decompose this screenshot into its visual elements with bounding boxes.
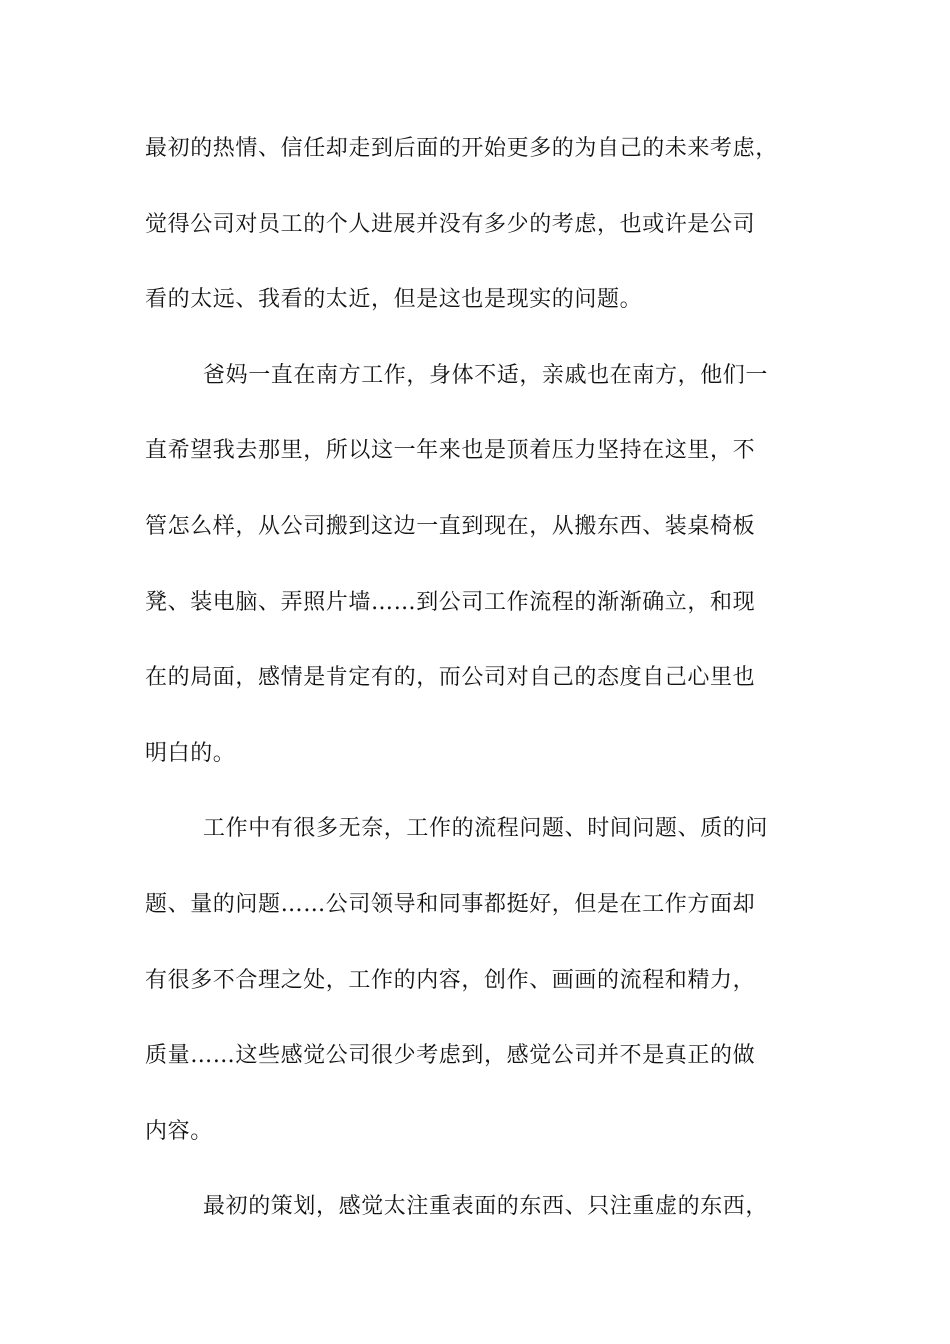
text-line: 凳、装电脑、弄照片墙……到公司工作流程的渐渐确立，和现 [145, 589, 756, 615]
paragraph-start-line: 最初的策划，感觉太注重表面的东西、只注重虚的东西， [203, 1194, 769, 1220]
text-line: 明白的。 [145, 740, 236, 766]
text-line: 觉得公司对员工的个人进展并没有多少的考虑，也或许是公司 [145, 211, 756, 237]
text-line: 管怎么样，从公司搬到这边一直到现在，从搬东西、装桌椅板 [145, 513, 756, 539]
text-line: 内容。 [145, 1118, 213, 1144]
text-line: 在的局面，感情是肯定有的，而公司对自己的态度自己心里也 [145, 665, 756, 691]
text-line: 题、量的问题……公司领导和同事都挺好，但是在工作方面却 [145, 891, 756, 917]
document-body [145, 125, 825, 1259]
text-line: 直希望我去那里，所以这一年来也是顶着压力坚持在这里，不 [145, 438, 756, 464]
text-line: 质量……这些感觉公司很少考虑到，感觉公司并不是真正的做 [145, 1043, 756, 1069]
text-line: 有很多不合理之处，工作的内容，创作、画画的流程和精力， [145, 967, 756, 993]
text-line: 最初的热情、信任却走到后面的开始更多的为自己的未来考虑， [145, 136, 778, 161]
paragraph-start-line: 爸妈一直在南方工作，身体不适，亲戚也在南方，他们一 [203, 362, 769, 388]
text-line: 看的太远、我看的太近，但是这也是现实的问题。 [145, 287, 643, 313]
paragraph-start-line: 工作中有很多无奈，工作的流程问题、时间问题、质的问 [203, 816, 769, 842]
